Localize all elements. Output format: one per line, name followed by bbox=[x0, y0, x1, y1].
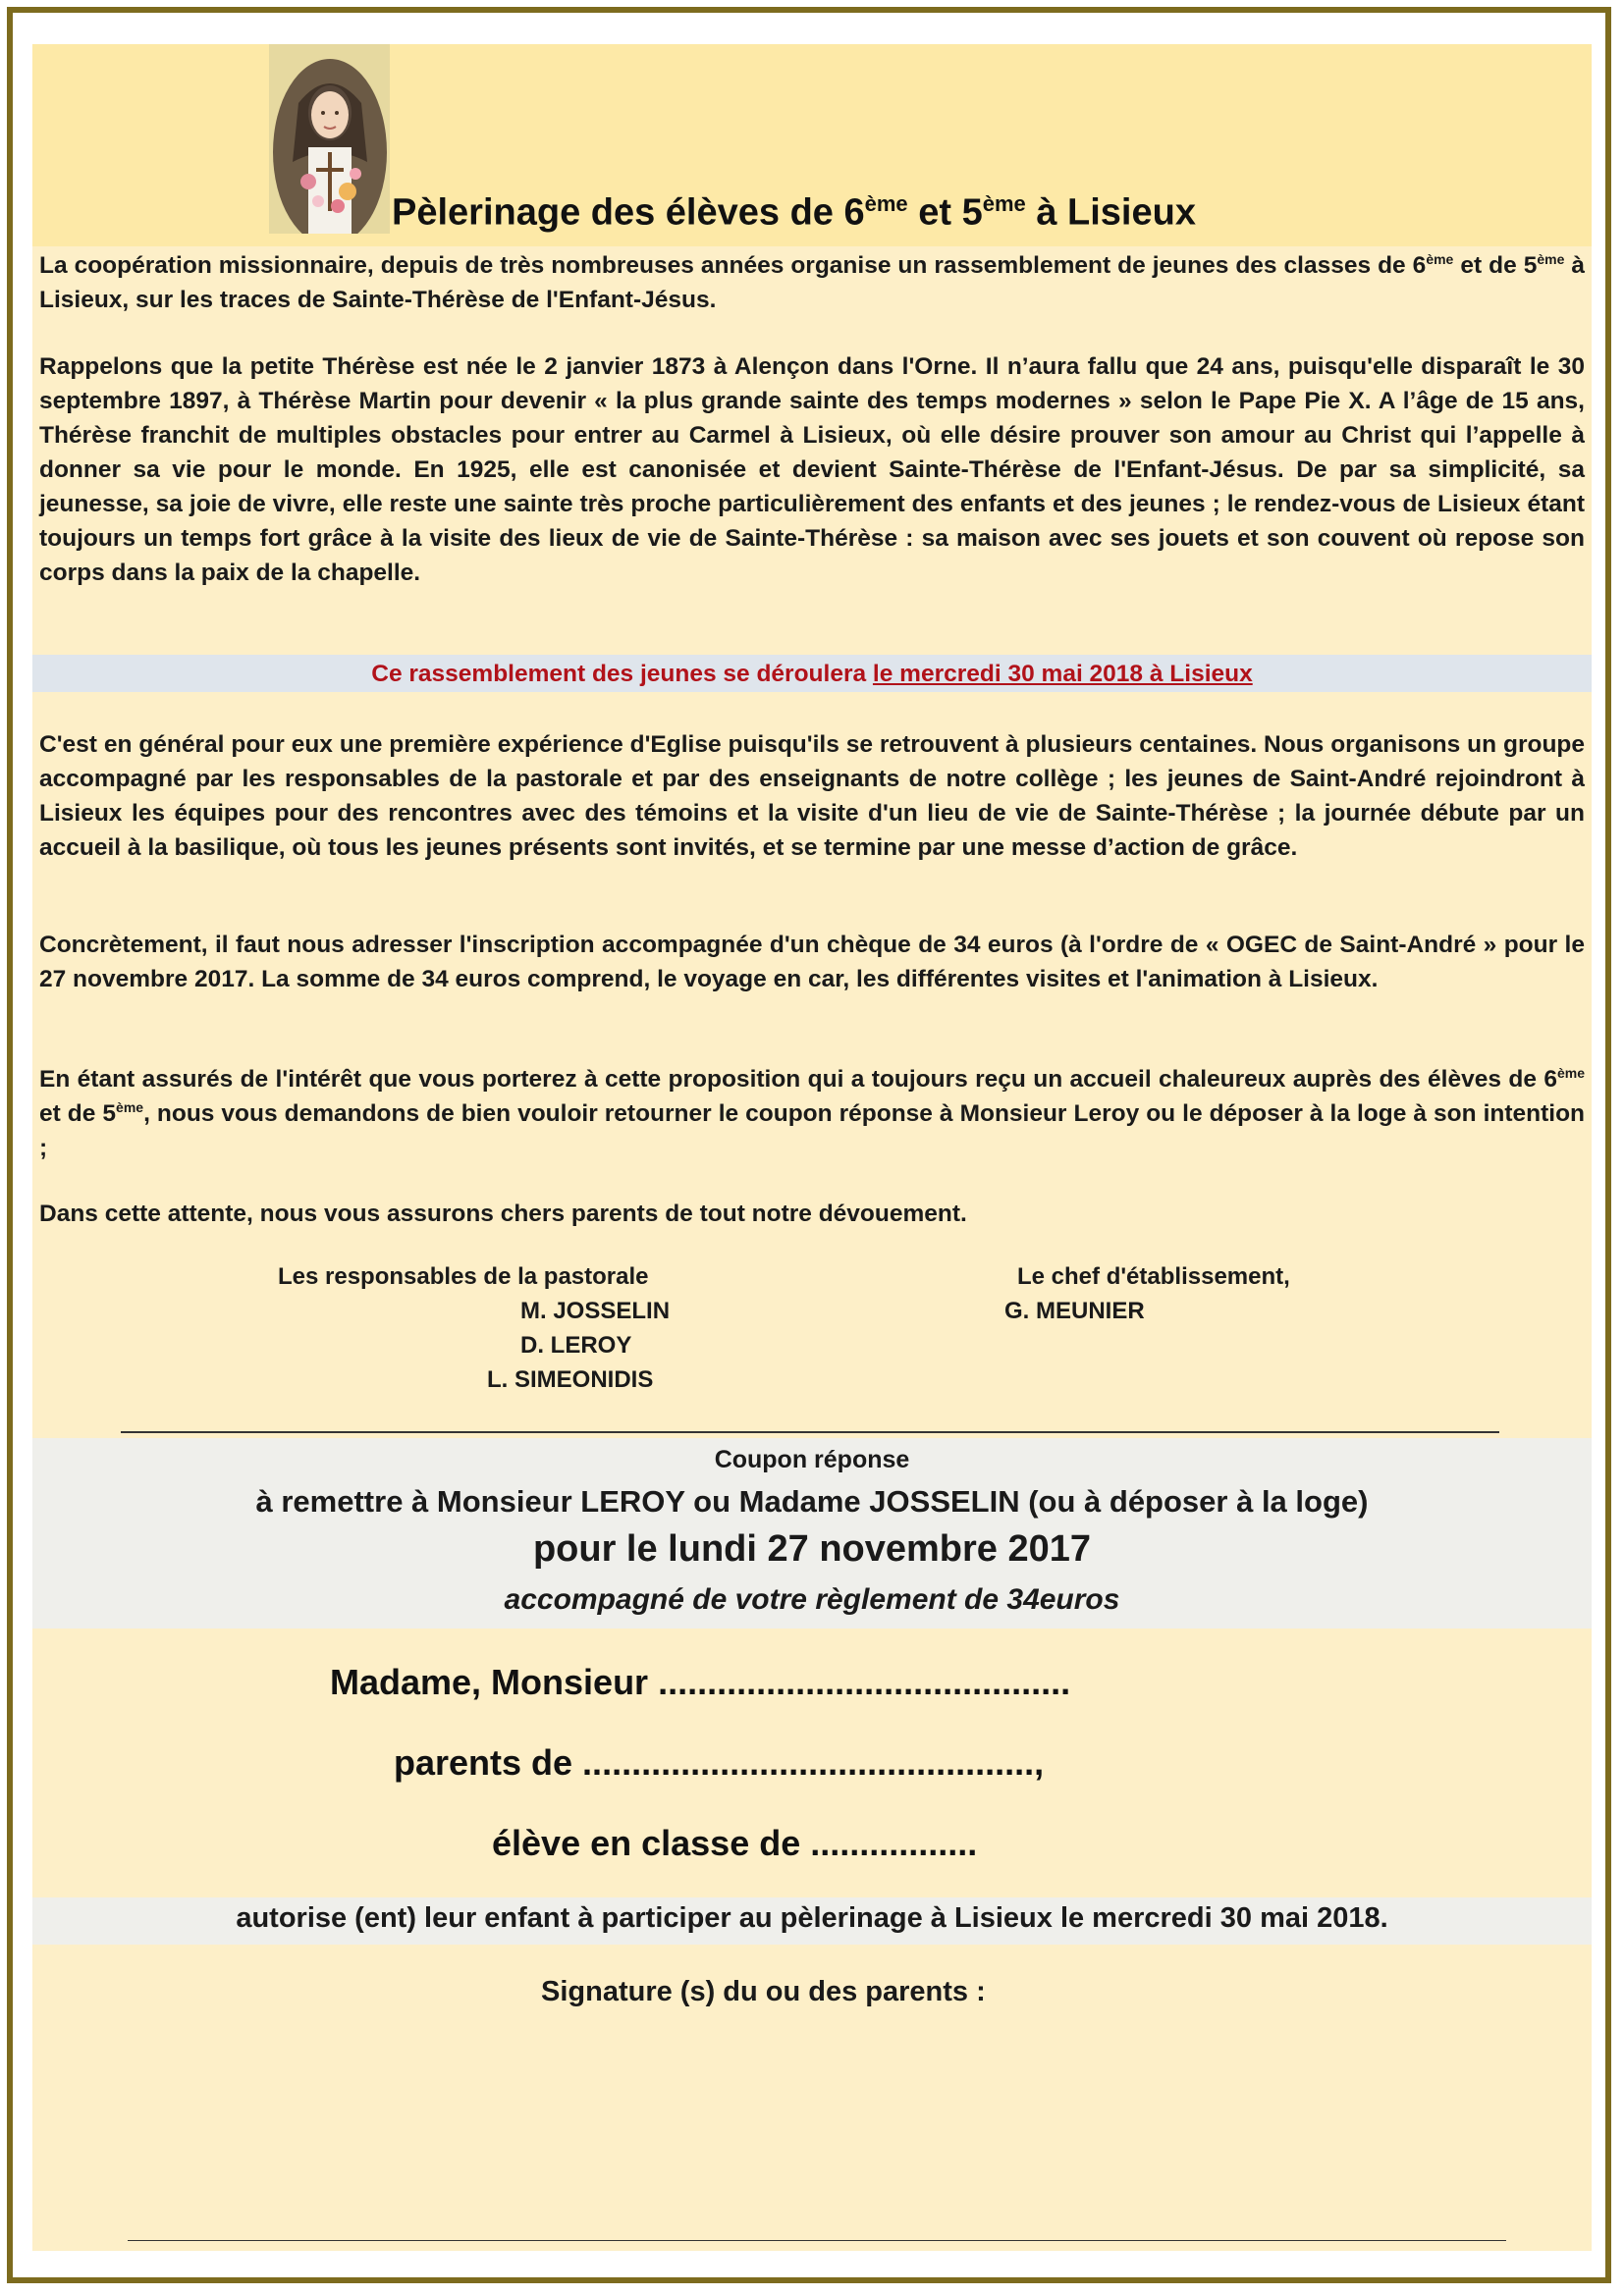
request-paragraph: En étant assurés de l'intérêt que vous porterez à cette proposition qui a toujours reçu un accueil chaleureux auprès des élèves de 6ème et de 5ème, nous vous demandons de bien vouloir retourner le coupon réponse à Monsieur Leroy ou le déposer à la loge à son intention ; bbox=[39, 1064, 1585, 1161]
parents-field[interactable]: parents de .............................................., bbox=[394, 1742, 1045, 1783]
name-field[interactable]: Madame, Monsieur .......................................... bbox=[330, 1662, 1071, 1702]
intro-paragraph: La coopération missionnaire, depuis de très nombreuses années organise un rassemblement de jeunes des classes de 6ème et de 5ème à Lisieux, sur les traces de Sainte-Thérèse de l'Enfant-Jésus. bbox=[39, 250, 1585, 313]
signatory-name: L. SIMEONIDIS bbox=[487, 1366, 654, 1393]
announcement-text: Ce rassemblement des jeunes se déroulera le mercredi 30 mai 2018 à Lisieux bbox=[371, 661, 1253, 687]
head-title: Le chef d'établissement, bbox=[1017, 1263, 1290, 1290]
flyer-page bbox=[32, 44, 1592, 2251]
signatory-name: M. JOSSELIN bbox=[520, 1298, 671, 1324]
coupon-heading: Coupon réponse bbox=[714, 1446, 910, 1473]
saint-therese-portrait bbox=[269, 44, 390, 234]
biography-paragraph: Rappelons que la petite Thérèse est née le 2 janvier 1873 à Alençon dans l'Orne. Il n’aura fallu que 24 ans, puisqu'elle disparaît le 30 septembre 1897, à Thérèse Martin pour devenir « la plus grande sainte des temps modernes » selon le Pape Pie X. A l’âge de 15 ans, Thérèse franchit de multiples obstacles pour entrer au Carmel à Lisieux, où elle désire prouver son amour au Christ qui l’appelle à donner sa vie pour le monde. En 1925, elle est canonisée et devient Sainte-Thérèse de l'Enfant-Jésus. De par sa simplicité, sa jeunesse, sa joie de vivre, elle reste une sainte très proche particulièrement des enfants et des jeunes ; le rendez-vous de Lisieux étant toujours un temps fort grâce à la visite des lieux de vie de Sainte-Thérèse : sa maison avec ses jouets et son couvent où repose son corps dans la paix de la chapelle. bbox=[39, 353, 1585, 586]
pastoral-title: Les responsables de la pastorale bbox=[278, 1263, 649, 1290]
practical-paragraph: Concrètement, il faut nous adresser l'inscription accompagnée d'un chèque de 34 euros (à l'ordre de « OGEC de Saint-André » pour le 27 novembre 2017. La somme de 34 euros comprend, le voyage en car, les différentes visites et l'animation à Lisieux. bbox=[39, 932, 1585, 992]
closing-paragraph: Dans cette attente, nous vous assurons chers parents de tout notre dévouement. bbox=[39, 1201, 967, 1227]
coupon-deadline: pour le lundi 27 novembre 2017 bbox=[532, 1528, 1092, 1570]
experience-paragraph: C'est en général pour eux une première expérience d'Eglise puisqu'ils se retrouvent à plusieurs centaines. Nous organisons un groupe accompagné par les responsables de la pastorale et par des enseignants de notre collège ; les jeunes de Saint-André rejoindront à Lisieux les équipes pour des rencontres avec des témoins et la visite d'un lieu de vie de Sainte-Thérèse ; la journée débute par un accueil à la basilique, où tous les jeunes présents sont invités, et se termine par une messe d’action de grâce. bbox=[39, 731, 1585, 861]
page-title: Pèlerinage des élèves de 6ème et 5ème à Lisieux bbox=[392, 191, 1196, 234]
cut-line bbox=[121, 1431, 1499, 1433]
authorization-text: autorise (ent) leur enfant à participer au pèlerinage à Lisieux le mercredi 30 mai 2018. bbox=[236, 1902, 1388, 1934]
signature-line bbox=[128, 2240, 1506, 2241]
class-field[interactable]: élève en classe de ................. bbox=[492, 1823, 978, 1863]
coupon-deliver-to: à remettre à Monsieur LEROY ou Madame JOSSELIN (ou à déposer à la loge) bbox=[255, 1484, 1369, 1519]
signature-label: Signature (s) du ou des parents : bbox=[541, 1976, 986, 2007]
coupon-payment: accompagné de votre règlement de 34euros bbox=[504, 1583, 1120, 1616]
announcement-date: le mercredi 30 mai 2018 à Lisieux bbox=[872, 661, 1253, 687]
signatory-name: D. LEROY bbox=[520, 1332, 632, 1359]
head-name: G. MEUNIER bbox=[1004, 1298, 1145, 1324]
